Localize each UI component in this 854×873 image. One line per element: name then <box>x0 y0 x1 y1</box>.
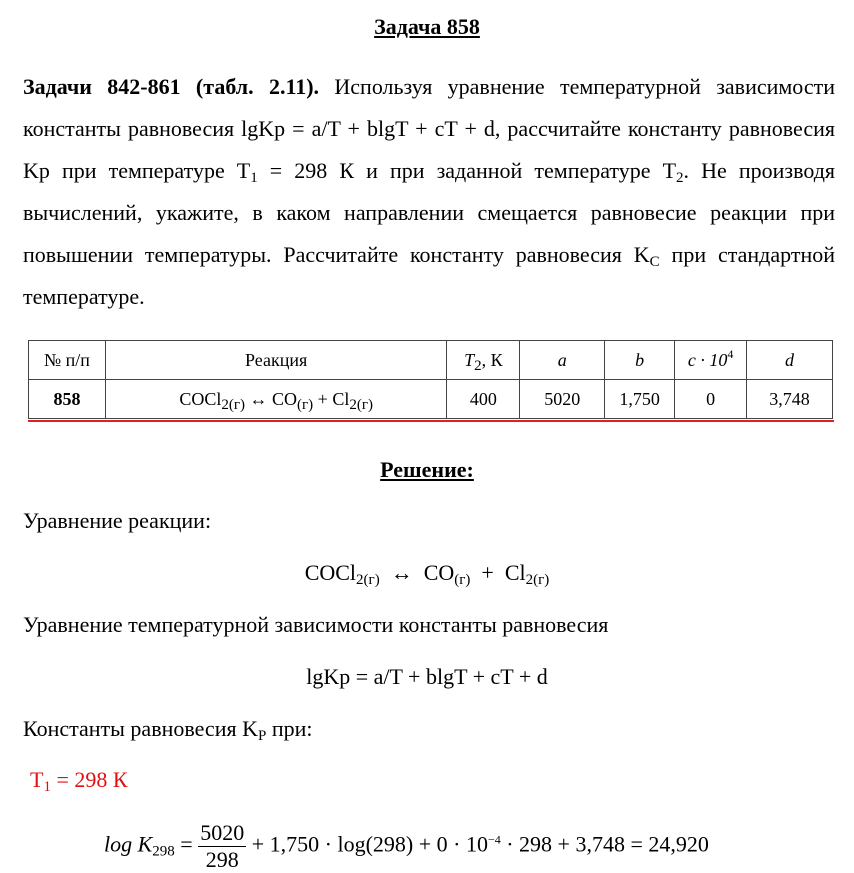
t1-label: $T_1 = 298$ К <box>30 767 128 795</box>
cell-t2: 400 <box>447 380 520 419</box>
header-b: b <box>605 341 675 380</box>
header-d: d <box>747 341 833 380</box>
t2-subscript: 2 <box>676 170 684 186</box>
equilibrium-equation: lgKp = a/T + blgT + cT + d <box>306 664 548 689</box>
cell-num: 858 <box>29 380 106 419</box>
kp-label: Константы равновесия $K_P$ при: <box>23 716 313 744</box>
header-c: $c \cdot 10^4$ <box>675 341 747 380</box>
problem-text-3: . Не производя вычислений, укажите, в каком направлении смещается равновесие реакции при повышении температуры. Рассчитайте константу равновесия K <box>23 158 836 267</box>
cell-reaction: COCl$_{2(г)}$ ↔ $CO_{(г)} + Cl_{2(г)}$ <box>105 380 446 419</box>
solution-heading: Решение: <box>380 457 474 482</box>
cell-c: 0 <box>675 380 747 419</box>
kc-subscript: C <box>649 254 660 270</box>
header-reaction: Реакция <box>105 341 446 380</box>
problem-statement <box>23 66 835 318</box>
cell-d: 3,748 <box>747 380 833 419</box>
header-t2: $T_2$, К <box>447 341 520 380</box>
t1-subscript: 1 <box>250 170 258 186</box>
table-row <box>29 380 833 419</box>
problem-text-1: Используя уравнение температурной зависимости константы равновесия lgKp = a/T + blgT + cT + d, рассчитайте константу равновесия Kp при температуре T <box>23 74 835 183</box>
cell-a: 5020 <box>520 380 605 419</box>
cell-b: 1,750 <box>605 380 675 419</box>
kp-calculation: $\log K_{298}$ = $\frac{5020}{298}$ + $1,750 \cdot \log(298) + 0 \cdot 10^{-4} \cdot 298 + 3,748 = 24,920$ <box>104 820 709 872</box>
header-a: a <box>520 341 605 380</box>
red-underline-divider <box>28 420 834 422</box>
problem-text-2: = 298 К и при заданной температуре T <box>257 158 677 183</box>
reaction-label: Уравнение реакции: <box>23 508 212 533</box>
fraction: $\frac{5020}{298}$ <box>200 820 245 872</box>
data-table <box>28 340 833 419</box>
reaction-equation: COCl$_{2(г)}$ ↔ $CO_{(г)} + Cl_{2(г)}$ <box>304 560 550 588</box>
problem-text-4: при стандартной температуре. <box>23 242 836 309</box>
equation-label: Уравнение температурной зависимости константы равновесия <box>23 612 609 637</box>
table-header-row <box>29 341 833 380</box>
header-num: № п/п <box>29 341 106 380</box>
problem-lead: Задачи 842-861 (табл. 2.11). <box>23 74 320 99</box>
page-title: Задача 858 <box>374 14 480 39</box>
